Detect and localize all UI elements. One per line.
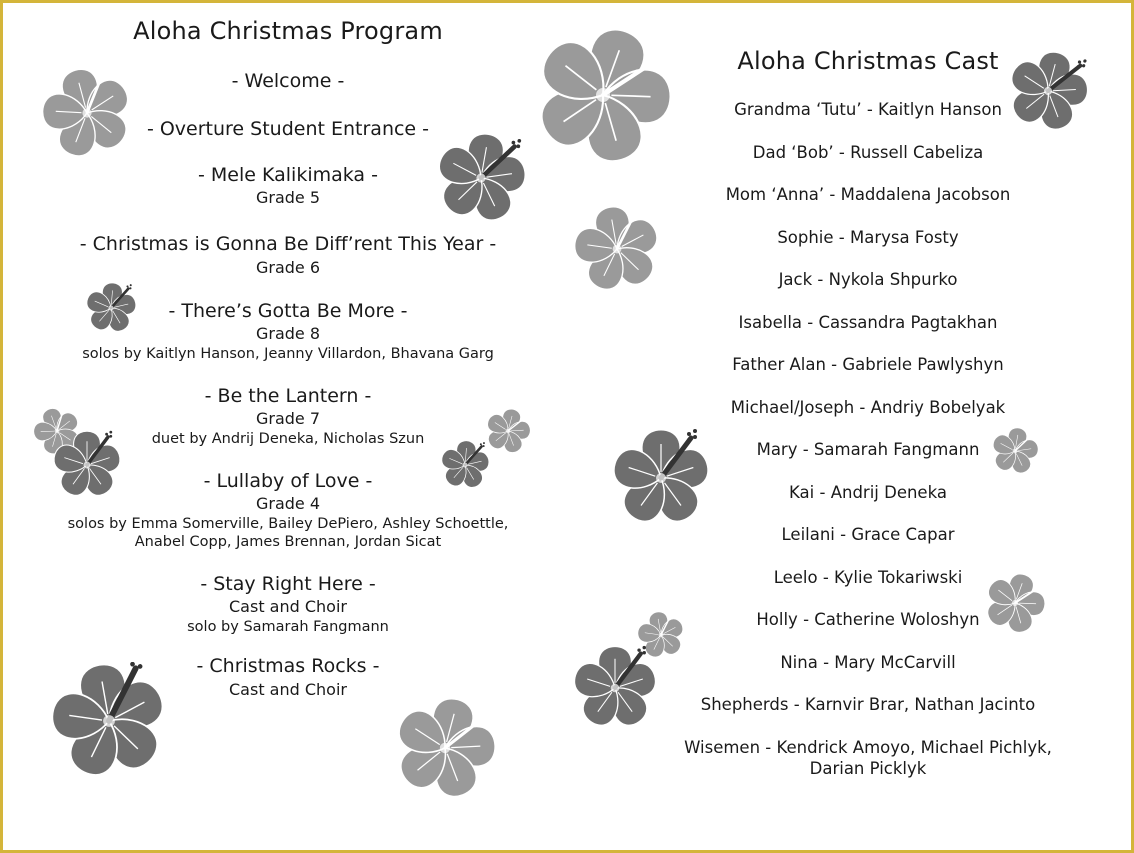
cast-line: Darian Picklyk (809, 759, 927, 778)
cast-line: Wisemen - Kendrick Amoyo, Michael Pichlyk, (684, 738, 1052, 757)
cast-line: Michael/Joseph - Andriy Bobelyak (730, 398, 1006, 417)
cast-line: Father Alan - Gabriele Pawlyshyn (732, 355, 1004, 374)
program-item-title: - Christmas is Gonna Be Diff’rent This Year - (79, 233, 497, 255)
cast-line: Isabella - Cassandra Pagtakhan (738, 313, 998, 332)
cast-line: Sophie - Marysa Fosty (777, 228, 959, 247)
program-item-title: - Overture Student Entrance - (146, 118, 430, 140)
program-item-grade: Cast and Choir (229, 597, 347, 616)
program-item-title: - Christmas Rocks - (196, 655, 380, 677)
program-item-title: - There’s Gotta Be More - (168, 300, 408, 322)
cast-line: Nina - Mary McCarvill (780, 653, 956, 672)
program-item-grade: Grade 4 (255, 494, 321, 513)
cast-line: Holly - Catherine Woloshyn (756, 610, 980, 629)
cast-title: Aloha Christmas Cast (737, 47, 999, 75)
program-item-title: - Stay Right Here - (200, 573, 376, 595)
program-item-grade: Grade 8 (255, 324, 321, 343)
program-item-title: - Mele Kalikimaka - (198, 164, 378, 186)
program-item-grade: Grade 7 (255, 409, 321, 428)
program-item-note: duet by Andrij Deneka, Nicholas Szun (151, 431, 425, 447)
cast-line: Kai - Andrij Deneka (789, 483, 947, 502)
program-item-grade: Cast and Choir (229, 680, 347, 699)
program-item-note: solos by Kaitlyn Hanson, Jeanny Villardon, Bhavana Garg (82, 346, 494, 362)
program-title: Aloha Christmas Program (133, 17, 443, 45)
cast-line: Mary - Samarah Fangmann (756, 440, 980, 459)
cast-line: Leelo - Kylie Tokariwski (773, 568, 963, 587)
program-item-grade: Grade 5 (255, 188, 321, 207)
program-item-title: - Welcome - (231, 70, 345, 92)
cast-line: Grandma ‘Tutu’ - Kaitlyn Hanson (734, 100, 1002, 119)
cast-line: Leilani - Grace Capar (781, 525, 955, 544)
cast-line: Mom ‘Anna’ - Maddalena Jacobson (725, 185, 1011, 204)
program-item-note: Anabel Copp, James Brennan, Jordan Sicat (134, 534, 442, 550)
program-item-title: - Lullaby of Love - (203, 470, 373, 492)
program-item-title: - Be the Lantern - (204, 385, 372, 407)
cast-line: Jack - Nykola Shpurko (778, 270, 958, 289)
hibiscus-icon (393, 696, 497, 800)
program-item-note: solo by Samarah Fangmann (187, 619, 389, 635)
program-item-grade: Grade 6 (255, 258, 321, 277)
cast-line: Shepherds - Karnvir Brar, Nathan Jacinto (700, 695, 1036, 714)
cast-line: Dad ‘Bob’ - Russell Cabeliza (752, 143, 984, 162)
program-item-note: solos by Emma Somerville, Bailey DePiero, Ashley Schoettle, (67, 516, 509, 532)
